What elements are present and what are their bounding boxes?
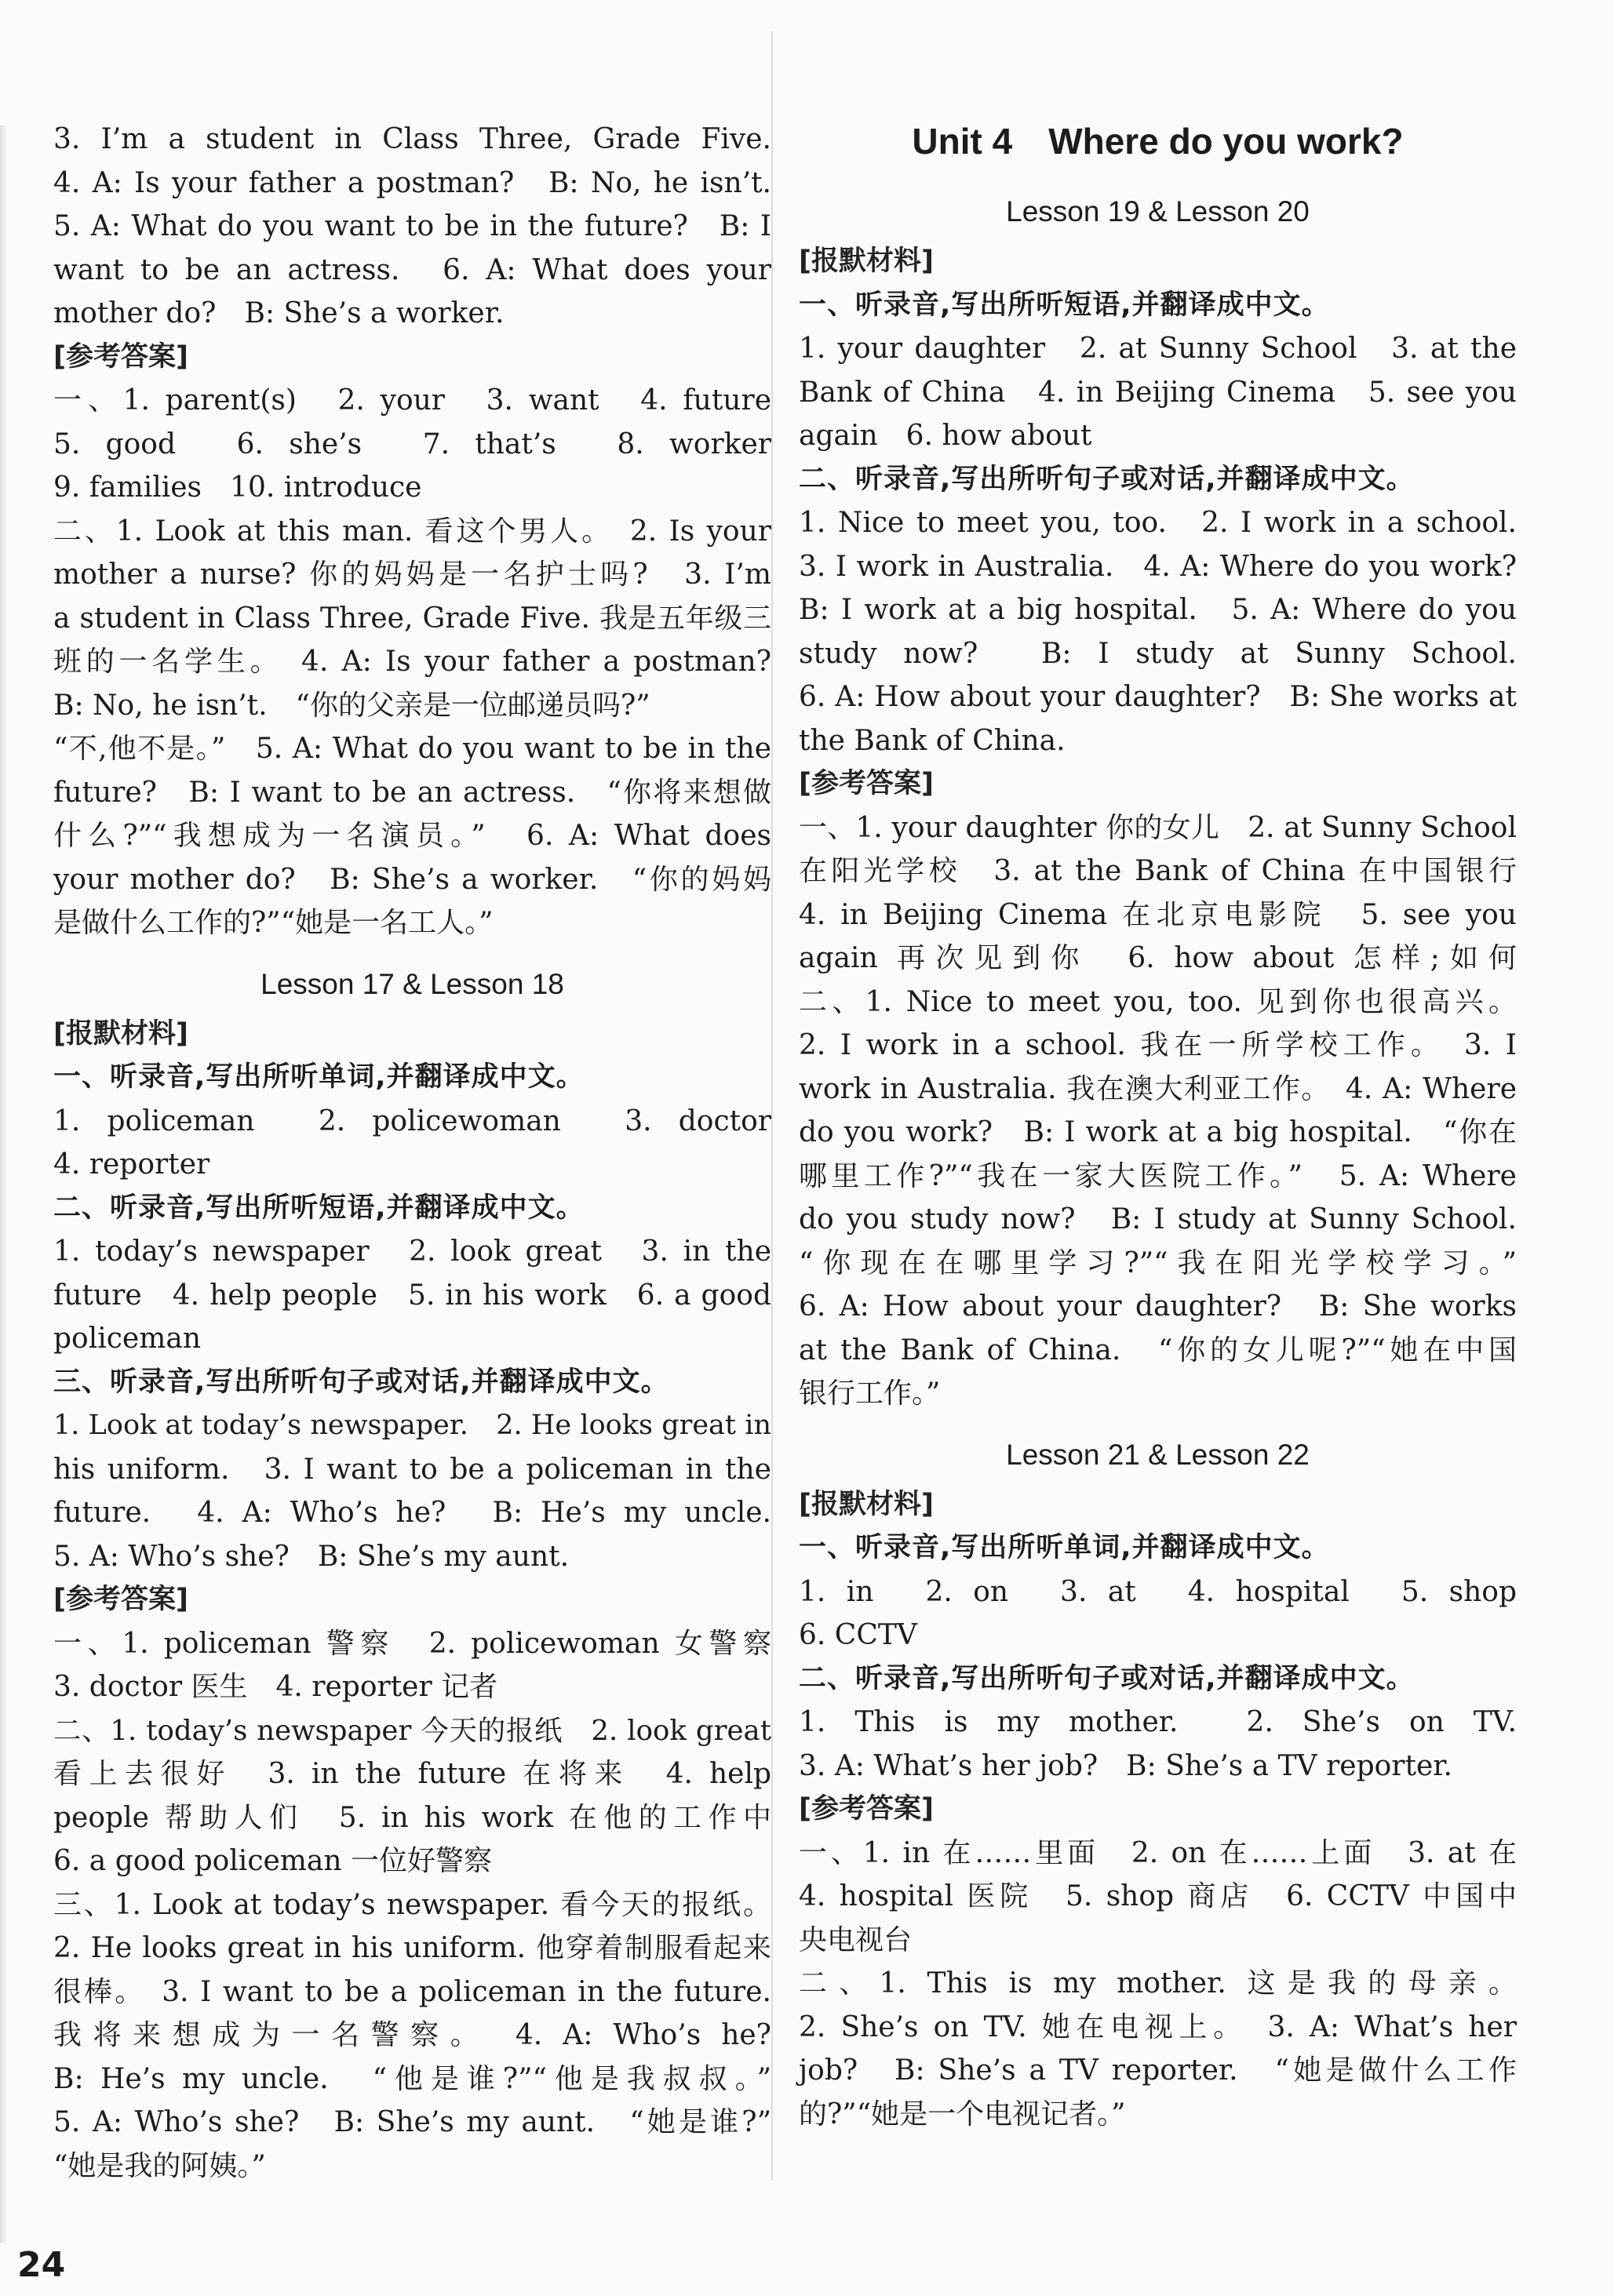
text-line: 1. Look at today’s newspaper. 2. He looks great in [53,1410,771,1441]
answer-line: 银行工作。” [799,1377,941,1410]
answer-line: 在阳光学校 3. at the Bank of China 在中国银行 [799,855,1517,887]
text-line: 1. in 2. on 3. at 4. hospital 5. shop [799,1575,1517,1608]
answer-line: 5. good 6. she’s 7. that’s 8. worker [53,428,771,460]
section-heading: 二、听录音,写出所听短语,并翻译成中文。 [53,1192,585,1224]
answer-line: people 帮助人们 5. in his work 在他的工作中 [53,1801,771,1834]
text-line: study now? B: I study at Sunny School. [799,637,1517,670]
section-heading: 一、听录音,写出所听单词,并翻译成中文。 [53,1061,585,1093]
answer-line: 哪里工作?”“我在一家大医院工作。” 5. A: Where [799,1159,1517,1192]
material-tag: [报默材料] [799,246,934,277]
answer-line: 2. He looks great in his uniform. 他穿着制服看起来 [53,1932,771,1964]
answer-key-tag: [参考答案] [799,1793,934,1825]
right-column [799,118,1517,2136]
text-line: 3. I’m a student in Class Three, Grade Five. [53,123,771,155]
answer-line: 一、1. parent(s) 2. your 3. want 4. future [53,384,771,417]
answer-line: 三、1. Look at today’s newspaper. 看今天的报纸。 [53,1888,771,1921]
text-line: mother do? B: She’s a worker. [53,297,505,329]
text-line: want to be an actress. 6. A: What does your [53,253,771,286]
text-line: 3. A: What’s her job? B: She’s a TV reporter. [799,1749,1452,1782]
column-divider [771,31,773,2181]
text-line: his uniform. 3. I want to be a policeman in the [53,1453,771,1486]
answer-line: B: No, he isn’t. “你的父亲是一位邮递员吗?” [53,689,650,722]
text-line: 4. reporter [53,1148,210,1181]
text-line: 5. A: What do you want to be in the future? B: I [53,210,771,242]
answer-key-tag: [参考答案] [53,1584,188,1615]
answer-line: “她是我的阿姨。” [53,2149,266,2182]
section-heading: 二、听录音,写出所听句子或对话,并翻译成中文。 [799,463,1415,495]
material-tag: [报默材料] [53,1017,188,1050]
answer-line: 9. families 10. introduce [53,471,422,504]
page-edge-shadow [0,126,8,2243]
answer-line: 3. doctor 医生 4. reporter 记者 [53,1671,498,1703]
answer-line: a student in Class Three, Grade Five. 我是五年级三 [53,602,771,635]
text-line: 3. I work in Australia. 4. A: Where do you work? [799,550,1517,583]
answer-line: work in Australia. 我在澳大利亚工作。 4. A: Where [799,1072,1517,1105]
answer-line: 一、1. in 在……里面 2. on 在……上面 3. at 在 [799,1836,1517,1869]
answer-line: 央电视台 [799,1923,913,1956]
answer-line: B: He’s my uncle. “他是谁?”“他是我叔叔。” [53,2062,771,2095]
answer-line: “你现在在哪里学习?”“我在阳光学校学习。” [799,1246,1517,1279]
answer-line: 一、1. your daughter 你的女儿 2. at Sunny School [799,811,1517,844]
answer-line: 什么?”“我想成为一名演员。” 6. A: What does [53,820,771,852]
answer-key-tag: [参考答案] [799,768,934,799]
text-line: 1. your daughter 2. at Sunny School 3. at the [799,333,1517,365]
text-line: 4. A: Is your father a postman? B: No, he isn’t. [53,166,771,199]
answer-line: 很棒。 3. I want to be a policeman in the future. [53,1975,771,2008]
answer-line: “不,他不是。” 5. A: What do you want to be in the [53,733,771,765]
lesson-title: Lesson 19 & Lesson 20 [1006,195,1310,227]
answer-line: 6. A: How about your daughter? B: She works [799,1290,1517,1323]
text-line: B: I work at a big hospital. 5. A: Where do you [799,594,1517,626]
text-line: 1. policeman 2. policewoman 3. doctor [53,1104,771,1137]
lesson-title: Lesson 21 & Lesson 22 [1006,1438,1310,1471]
material-tag: [报默材料] [799,1488,934,1520]
answer-line: 2. I work in a school. 我在一所学校工作。 3. I [799,1029,1517,1061]
left-column [53,118,771,2188]
answer-line: 是做什么工作的?”“她是一名工人。” [53,907,494,939]
answer-line: 6. a good policeman 一位好警察 [53,1845,493,1877]
text-line: 1. Nice to meet you, too. 2. I work in a school. [799,507,1517,539]
answer-line: 班的一名学生。 4. A: Is your father a postman? [53,646,771,678]
answer-line: 二、1. today’s newspaper 今天的报纸 2. look great [53,1714,771,1747]
answer-line: again 再次见到你 6. how about 怎样;如何 [799,942,1517,974]
answer-line: do you work? B: I work at a big hospital. “你在 [799,1116,1517,1148]
unit-title: Unit 4 Where do you work? [912,121,1404,162]
answer-line: 4. in Beijing Cinema 在北京电影院 5. see you [799,898,1517,931]
text-line: future 4. help people 5. in his work 6. a good [53,1279,771,1312]
answer-line: do you study now? B: I study at Sunny School. [799,1203,1517,1235]
answer-line: future? B: I want to be an actress. “你将来想做 [53,776,771,809]
text-line: 5. A: Who’s she? B: She’s my aunt. [53,1540,570,1573]
answer-line: mother a nurse? 你的妈妈是一名护士吗? 3. I’m [53,559,771,591]
section-heading: 一、听录音,写出所听短语,并翻译成中文。 [799,289,1330,321]
text-line: future. 4. A: Who’s he? B: He’s my uncle. [53,1497,771,1529]
answer-line: 我将来想成为一名警察。 4. A: Who’s he? [53,2019,771,2051]
answer-line: 5. A: Who’s she? B: She’s my aunt. “她是谁?” [53,2106,771,2138]
answer-line: 的?”“她是一个电视记者。” [799,2098,1126,2130]
answer-line: your mother do? B: She’s a worker. “你的妈妈 [53,863,771,896]
answer-line: 4. hospital 医院 5. shop 商店 6. CCTV 中国中 [799,1880,1517,1912]
text-line: 6. CCTV [799,1619,917,1651]
answer-line: at the Bank of China. “你的女儿呢?”“她在中国 [799,1334,1517,1366]
text-line: 1. today’s newspaper 2. look great 3. in the [53,1235,771,1268]
answer-line: job? B: She’s a TV reporter. “她是做什么工作 [799,2054,1517,2087]
text-line: Bank of China 4. in Beijing Cinema 5. see you [799,376,1517,409]
answer-key-tag: [参考答案] [53,340,188,373]
text-line: the Bank of China. [799,724,1066,757]
answer-line: 二、1. Look at this man. 看这个男人。 2. Is your [53,515,771,548]
answer-line: 二、1. This is my mother. 这是我的母亲。 [799,1967,1517,1999]
answer-line: 看上去很好 3. in the future 在将来 4. help [53,1758,771,1790]
text-line: 6. A: How about your daughter? B: She works at [799,681,1517,713]
lesson-title: Lesson 17 & Lesson 18 [260,967,564,1000]
text-line: 1. This is my mother. 2. She’s on TV. [799,1706,1517,1738]
section-heading: 一、听录音,写出所听单词,并翻译成中文。 [799,1532,1330,1563]
answer-line: 二、1. Nice to meet you, too. 见到你也很高兴。 [799,985,1517,1018]
section-heading: 二、听录音,写出所听句子或对话,并翻译成中文。 [799,1662,1415,1694]
page-number: 24 [17,2245,66,2285]
answer-line: 2. She’s on TV. 她在电视上。 3. A: What’s her [799,2010,1517,2043]
text-line: policeman [53,1323,201,1355]
section-heading: 三、听录音,写出所听句子或对话,并翻译成中文。 [53,1366,669,1398]
answer-line: 一、1. policeman 警察 2. policewoman 女警察 [53,1627,771,1660]
text-line: again 6. how about [799,420,1092,452]
